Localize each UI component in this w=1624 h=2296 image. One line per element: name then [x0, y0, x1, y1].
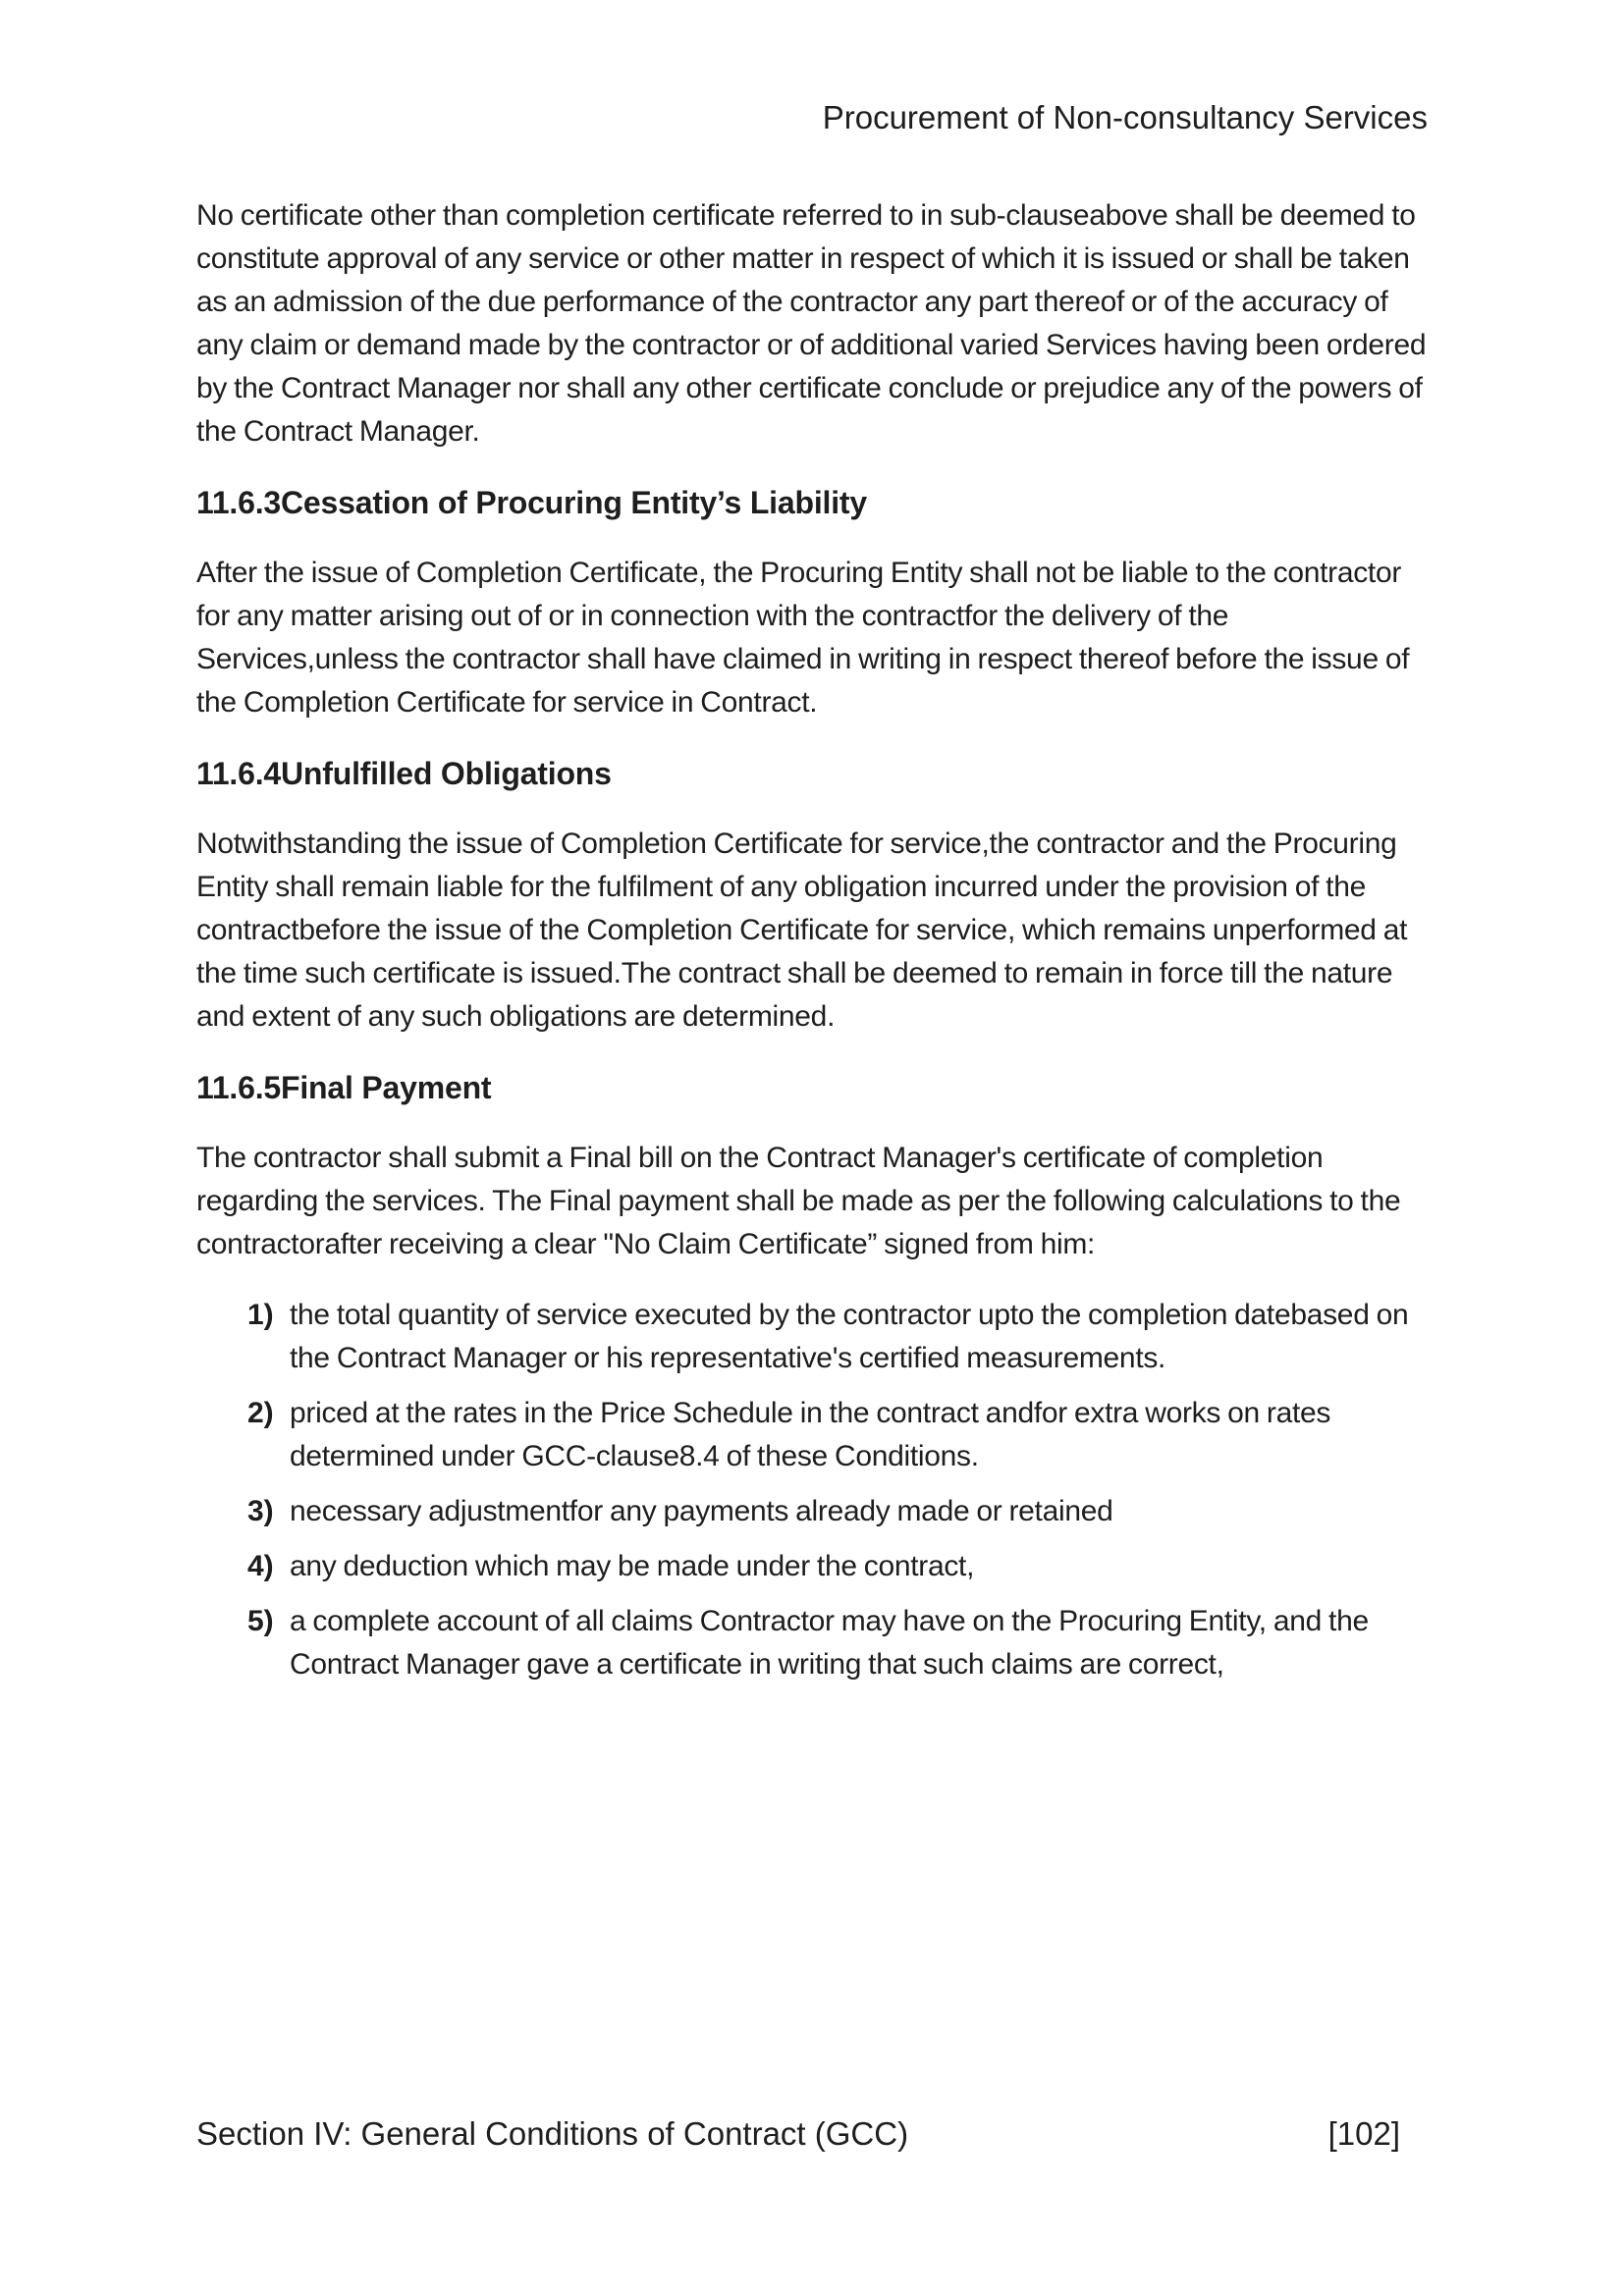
- list-item-text: necessary adjustmentfor any payments already made or retained: [290, 1495, 1113, 1527]
- final-payment-list: [247, 1294, 1428, 1686]
- list-item-number: 2): [247, 1397, 274, 1429]
- section-11-6-5: [196, 1066, 1428, 1686]
- section-heading-cessation: [196, 481, 1428, 524]
- list-item-number: 1): [247, 1299, 274, 1331]
- list-item: [247, 1294, 1428, 1380]
- footer-section-label: Section IV: General Conditions of Contract (GCC): [196, 2115, 909, 2152]
- list-item: [247, 1600, 1428, 1686]
- section-heading-final-payment: [196, 1066, 1428, 1109]
- intro-paragraph: No certificate other than completion certificate referred to in sub-clauseabove shall be deemed to constitute approval of any service or other matter in respect of which it is issued or shall be taken as an admission of the due performance of the contractor any part thereof or of the accuracy of any claim or demand made by the contractor or of additional varied Services having been ordered by the Contract Manager nor shall any other certificate conclude or prejudice any of the powers of the Contract Manager.: [196, 199, 1427, 448]
- page-footer: [196, 2114, 1428, 2154]
- section-11-6-3: [196, 481, 1428, 724]
- section-11-6-4: [196, 752, 1428, 1039]
- heading-title: Cessation of Procuring Entity’s Liability: [281, 485, 867, 520]
- section-paragraph: After the issue of Completion Certificate, the Procuring Entity shall not be liable to the contractor for any matter arising out of or in connection with the contractfor the delivery of the Services,unless the contractor shall have claimed in writing in respect thereof before the issue of the Completion Certificate for service in Contract.: [196, 557, 1410, 719]
- section-heading-unfulfilled-obligations: [196, 752, 1428, 795]
- page-number: [102]: [1327, 2115, 1400, 2152]
- list-item-text: the total quantity of service executed by the contractor upto the completion datebased on the Contract Manager or his representative's certified measurements.: [290, 1299, 1409, 1374]
- heading-title: Unfulfilled Obligations: [281, 756, 612, 791]
- heading-title: Final Payment: [281, 1070, 492, 1105]
- section-paragraph: The contractor shall submit a Final bill on the Contract Manager's certificate of completion regarding the services. The Final payment shall be made as per the following calculations to the contractorafter receiving a clear "No Claim Certificate” signed from him:: [196, 1142, 1401, 1260]
- document-body: [196, 194, 1428, 1698]
- running-header-text: Procurement of Non-consultancy Services: [822, 99, 1428, 135]
- list-item: [247, 1392, 1428, 1478]
- heading-number: 11.6.3: [196, 485, 282, 520]
- list-item: [247, 1545, 1428, 1588]
- list-item-number: 5): [247, 1605, 274, 1637]
- list-item-number: 4): [247, 1550, 274, 1582]
- section-paragraph: Notwithstanding the issue of Completion Certificate for service,the contractor and the Procuring Entity shall remain liable for the fulfilment of any obligation incurred under the provision of the contractbefore the issue of the Completion Certificate for service, which remains unperformed at the time such certificate is issued.The contract shall be deemed to remain in force till the nature and extent of any such obligations are determined.: [196, 828, 1408, 1033]
- heading-number: 11.6.4: [196, 756, 282, 791]
- page-header: [196, 98, 1428, 137]
- list-item-text: a complete account of all claims Contractor may have on the Procuring Entity, and the Contract Manager gave a certificate in writing that such claims are correct,: [290, 1605, 1369, 1681]
- list-item-text: any deduction which may be made under the contract,: [290, 1550, 975, 1582]
- list-item: [247, 1490, 1428, 1533]
- heading-number: 11.6.5: [196, 1070, 282, 1105]
- list-item-number: 3): [247, 1495, 274, 1527]
- list-item-text: priced at the rates in the Price Schedule in the contract andfor extra works on rates determined under GCC-clause8.4 of these Conditions.: [290, 1397, 1331, 1472]
